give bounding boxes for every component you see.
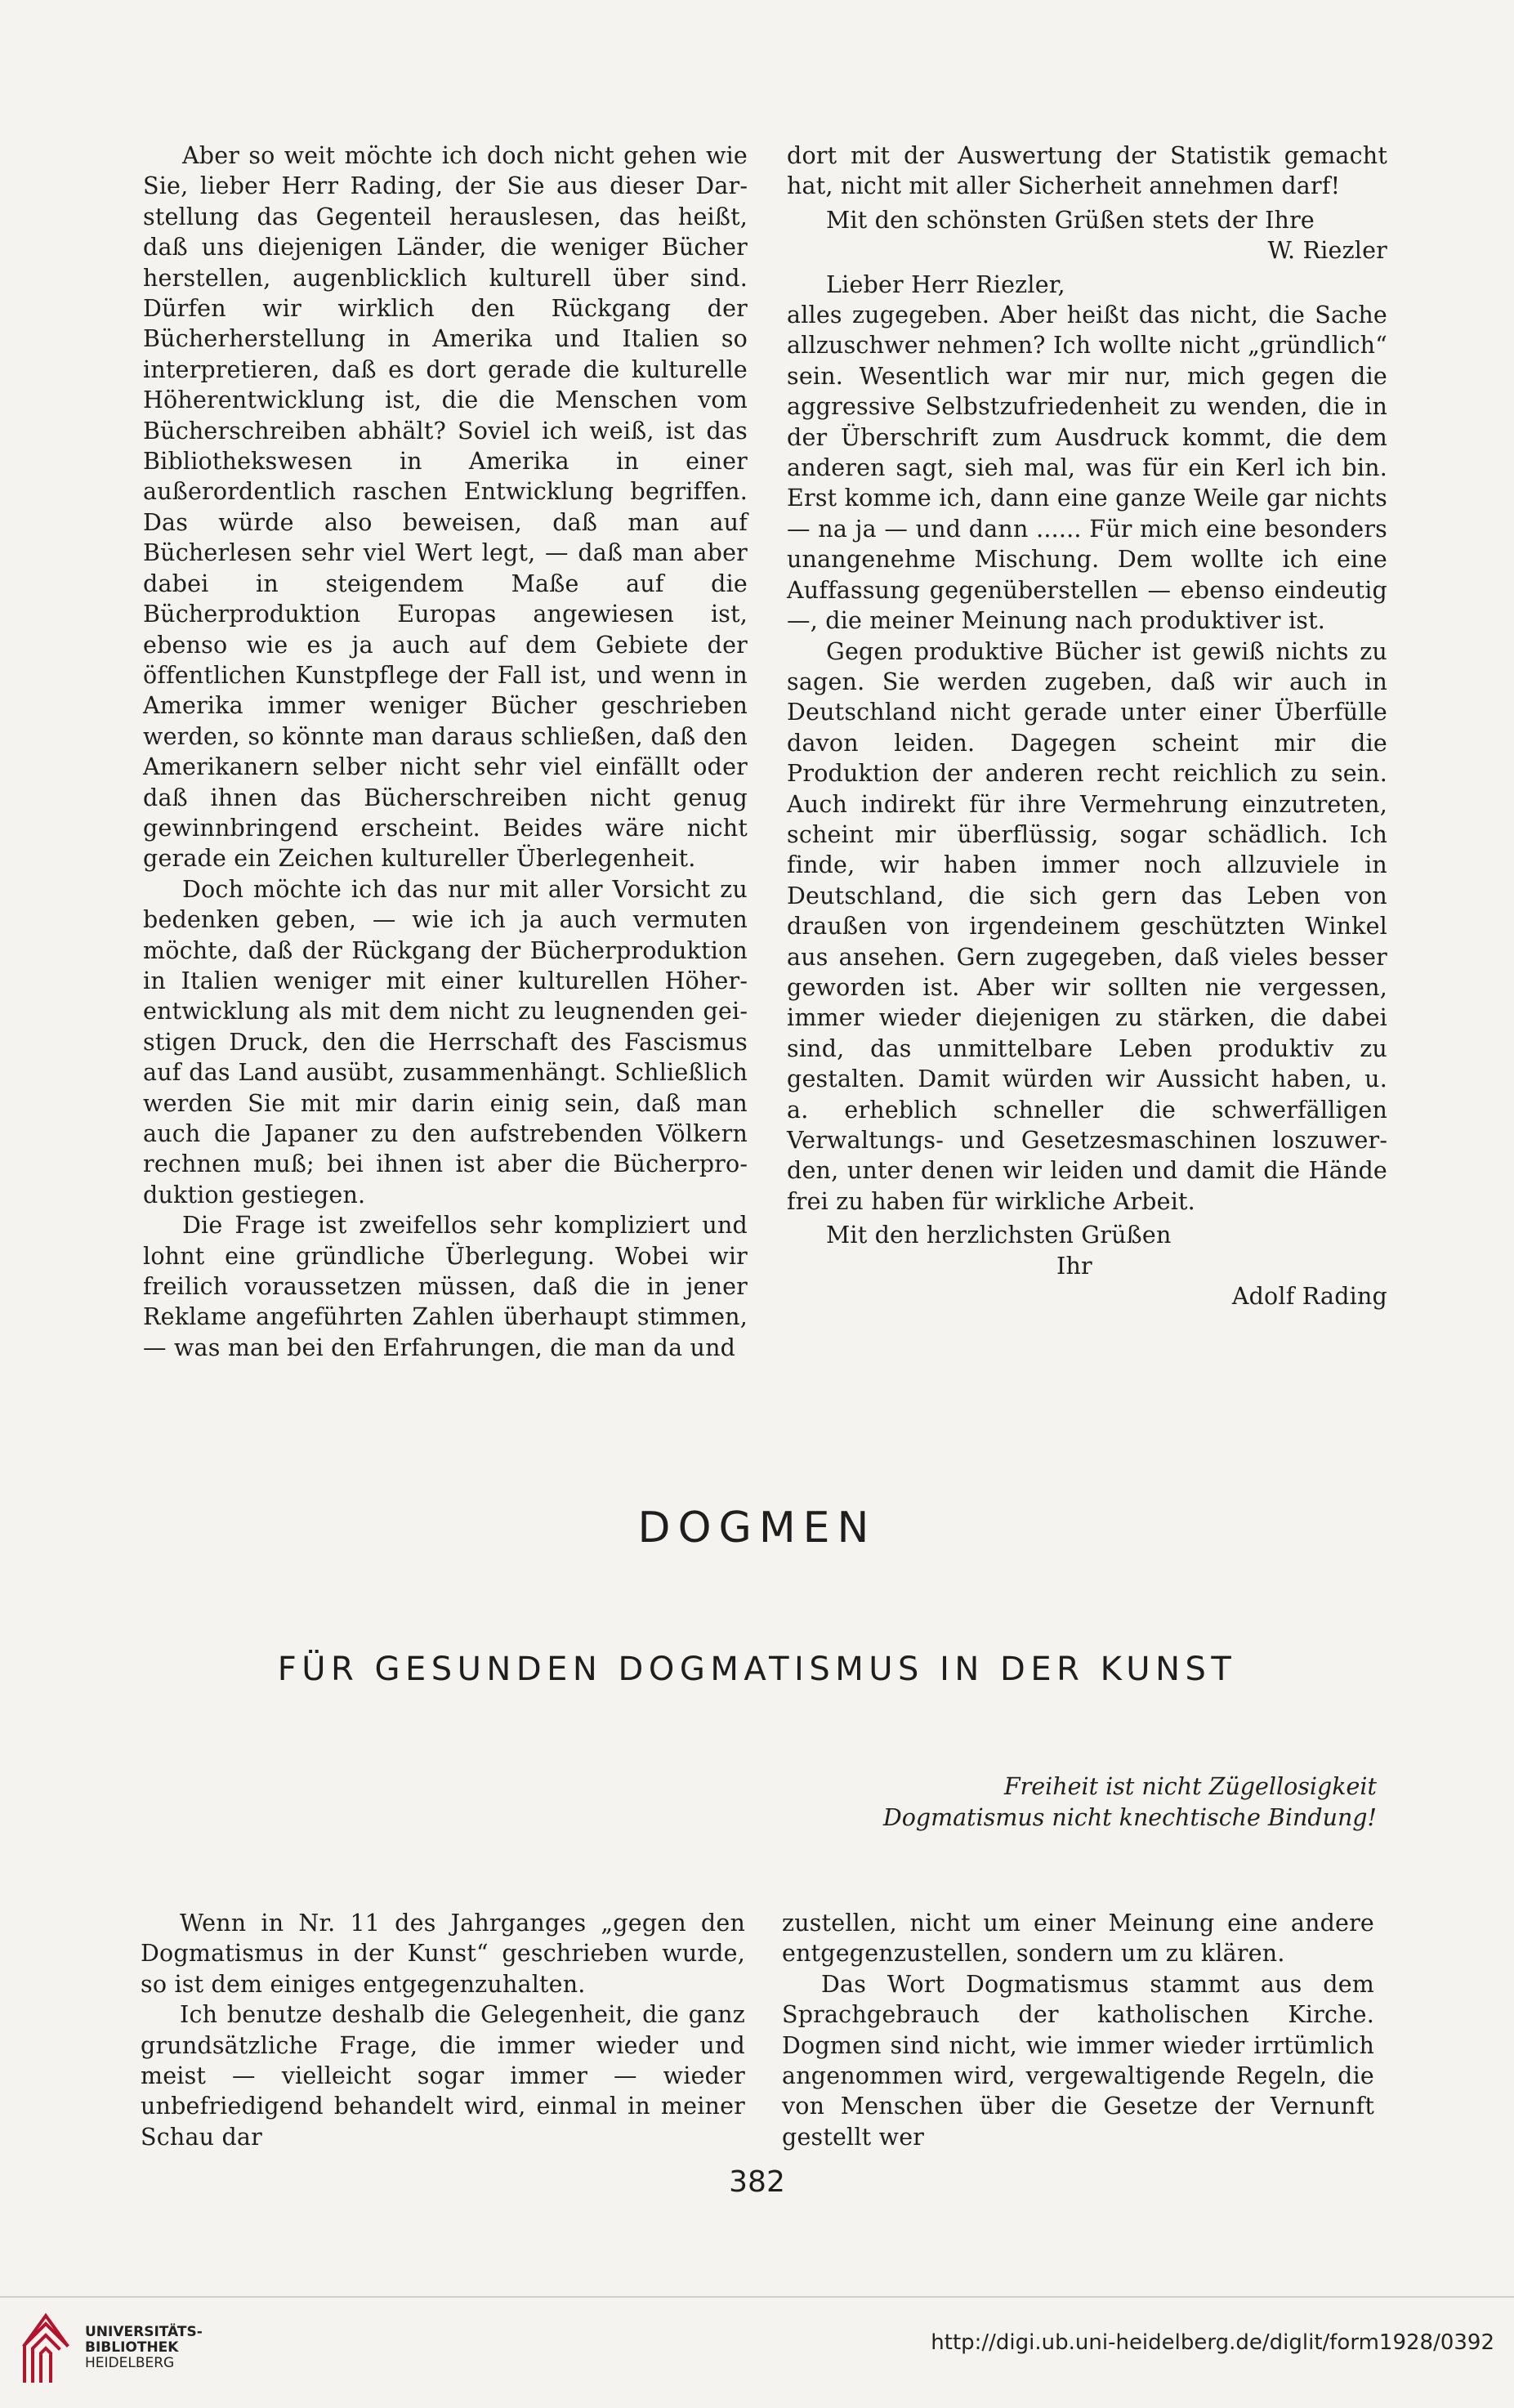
library-name-line: UNIVERSITÄTS- [85,2324,203,2340]
letter-closing-ihr: Ihr [1056,1252,1092,1280]
text-column-top-left [143,141,748,1363]
source-url-link[interactable]: http://digi.ub.uni-heidelberg.de/diglit/form1928/0392 [931,2330,1494,2355]
letter-signature: W. Riezler [1267,237,1387,265]
motto [817,1771,1377,1834]
footer-divider [0,2296,1514,2298]
letter-salutation: Lieber Herr Riezler, [826,270,1065,298]
paragraph: dort mit der Auswertung der Statistik gemacht hat, nicht mit aller Sicherheit annehmen darf! [787,142,1387,200]
paragraph: Aber so weit möchte ich doch nicht gehen wie Sie, lieber Herr Rading, der Sie aus dieser Darstellung das Gegenteil herauslesen, das heißt, daß uns diejenigen Länder, die weniger Bücher herstellen, augenblicklich kulturell über sind. Dürfen wir wirklich den Rückgang der Bücherherstellung in Amerika und Italien so interpretieren, daß es dort gerade die kulturelle Höherentwicklung ist, die die Menschen vom Bücherschreiben abhält? Soviel ich weiß, ist das Bibliothekswesen in Amerika in einer außerordentlich raschen Entwicklung begriffen. Das würde also beweisen, daß man auf Bücherlesen sehr viel Wert legt, — daß man aber dabei in steigendem Maße auf die Bücherproduktion Europas angewiesen ist, ebenso wie es ja auch auf dem Gebiete der öffentlichen Kunstpflege der Fall ist, und wenn in Amerika immer weniger Bücher geschrieben werden, so könnte man daraus schließen, daß den Amerikanern selber nicht sehr viel einfällt oder daß ihnen das Bücherschreiben nicht genug gewinnbringend erscheint. Beides wäre nicht gerade ein Zeichen kultureller Überlegenheit. [143,142,748,873]
text-column-bottom-right [782,1908,1374,2152]
paragraph: alles zugegeben. Aber heißt das nicht, die Sache allzuschwer nehmen? Ich wollte nicht „gründlich“ sein. Wesentlich war mir nur, mich gegen die aggressive Selbstzufriedenheit zu wenden, die in der Überschrift zum Ausdruck kommt, die dem anderen sagt, sieh mal, was für ein Kerl ich bin. Erst komme ich, dann eine ganze Weile gar nichts — na ja — und dann ...... Für mich eine besonders unangenehme Mischung. Dem wollte ich eine Auffassung gegenüberstellen — ebenso eindeutig —, die meiner Meinung nach produktiver ist. [787,302,1387,635]
library-name [85,2325,203,2371]
motto-line: Freiheit ist nicht Zügellosigkeit [1003,1773,1377,1800]
motto-line: Dogmatismus nicht knechtische Bindung! [882,1804,1377,1831]
paragraph: Gegen produktive Bücher ist gewiß nichts zu sagen. Sie werden zugeben, daß wir auch in Deutschland nicht gerade unter einer Überfülle davon leiden. Dagegen scheint mir die Produktion der anderen recht reichlich zu sein. Auch indirekt für ihre Vermehrung einzutreten, scheint mir überflüssig, sogar schädlich. Ich finde, wir haben immer noch allzuviele in Deutschland, die sich gern das Leben von draußen von irgendeinem geschützten Winkel aus ansehen. Gern zugegeben, daß vieles besser geworden ist. Aber wir sollten nie vergessen, immer wieder diejenigen zu stärken, die dabei sind, das unmittelbare Leben produktiv zu gestalten. Damit würden wir Aussicht haben, u. a. erheblich schneller die schwerfälligen Verwaltungs- und Gesetzesmaschinen loszuwerden, unter denen wir leiden und damit die Hände frei zu haben für wirkliche Arbeit. [787,637,1387,1215]
paragraph: Wenn in Nr. 11 des Jahrganges „gegen den Dogmatismus in der Kunst“ geschrieben wurde, so ist dem einiges entgegenzuhalten. [141,1910,745,1998]
library-name-line: BIBLIOTHEK [85,2339,179,2356]
library-logo-icon [18,2312,75,2384]
paragraph: Die Frage ist zweifellos sehr kompliziert und lohnt eine gründliche Überlegung. Wobei wir freilich voraussetzen müssen, daß die in jener Reklame angeführten Zahlen überhaupt stimmen, — was man bei den Erfahrungen, die man da und [143,1212,748,1361]
letter-signature: Adolf Rading [1231,1283,1387,1311]
paragraph: Das Wort Dogmatismus stammt aus dem Sprachgebrauch der katholischen Kirche. Dogmen sind nicht, wie immer wieder irrtümlich angenommen wird, vergewaltigende Regeln, die von Menschen über die Gesetze der Vernunft gestellt wer [782,1970,1374,2151]
section-title: DOGMEN [637,1503,877,1552]
section-subtitle: FÜR GESUNDEN DOGMATISMUS IN DER KUNST [277,1651,1237,1688]
page-number: 382 [729,2165,785,2199]
letter-closing: Mit den herzlichsten Grüßen [826,1222,1172,1249]
paragraph: zustellen, nicht um einer Meinung eine andere entgegenzustellen, sondern um zu klären. [782,1910,1374,1968]
letter-closing: Mit den schönsten Grüßen stets der Ihre [826,206,1315,234]
paragraph: Doch möchte ich das nur mit aller Vorsicht zu bedenken geben, — wie ich ja auch vermuten möchte, daß der Rückgang der Bücherproduktion in Italien weniger mit einer kulturellen Höherentwicklung als mit dem nicht zu leugnenden geistigen Druck, den die Herrschaft des Fascismus auf das Land ausübt, zusammenhängt. Schließlich werden Sie mit mir darin einig sein, daß man auch die Japaner zu den aufstrebenden Völkern rechnen muß; bei ihnen ist aber die Bücherproduktion gestiegen. [143,875,748,1208]
paragraph: Ich benutze deshalb die Gelegenheit, die ganz grundsätzliche Frage, die immer wieder und meist — vielleicht sogar immer — wieder unbefriedigend behandelt wird, einmal in meiner Schau dar [141,2001,745,2151]
text-column-top-right [787,141,1387,1311]
text-column-bottom-left [141,1908,745,2152]
library-name-line: HEIDELBERG [85,2355,175,2371]
